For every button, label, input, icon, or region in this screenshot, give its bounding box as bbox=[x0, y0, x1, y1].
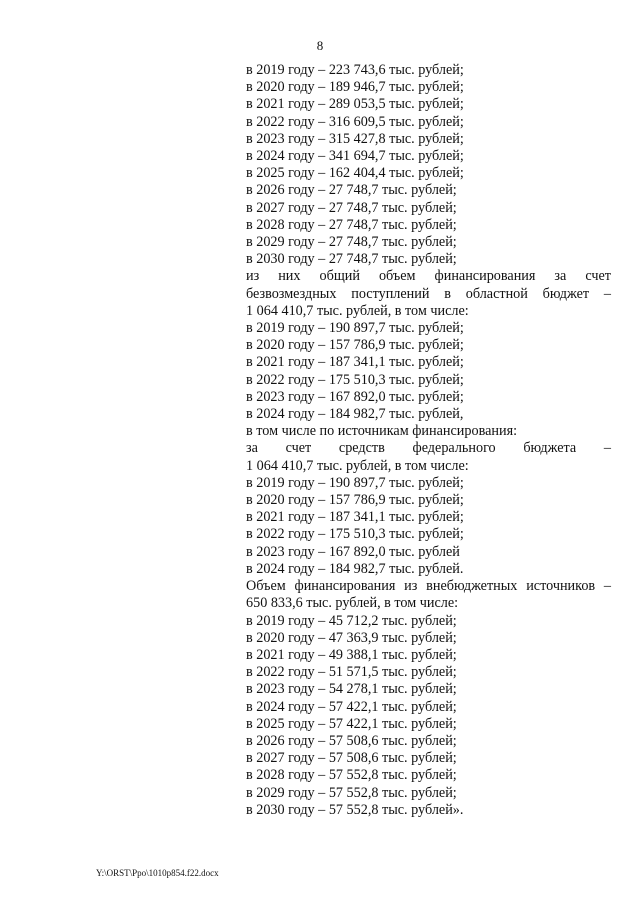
text-line: безвозмездных поступлений в областной бюджет – bbox=[246, 285, 611, 302]
text-line: в 2021 году – 187 341,1 тыс. рублей; bbox=[246, 509, 464, 526]
text-line: в 2028 году – 57 552,8 тыс. рублей; bbox=[246, 767, 457, 784]
page-number: 8 bbox=[316, 38, 324, 53]
text-line: в 2021 году – 187 341,1 тыс. рублей; bbox=[246, 354, 464, 371]
text-line: в 2029 году – 57 552,8 тыс. рублей; bbox=[246, 784, 457, 801]
text-line: в 2022 году – 175 510,3 тыс. рублей; bbox=[246, 371, 464, 388]
text-line: в 2023 году – 167 892,0 тыс. рублей; bbox=[246, 388, 464, 405]
text-line: за счет средств федерального бюджета – bbox=[246, 440, 611, 457]
text-line: в 2019 году – 223 743,6 тыс. рублей; bbox=[246, 62, 464, 78]
text-line: в 2030 году – 57 552,8 тыс. рублей». bbox=[246, 801, 464, 818]
text-line: 650 833,6 тыс. рублей, в том числе: bbox=[246, 595, 459, 612]
text-line: в 2026 году – 57 508,6 тыс. рублей; bbox=[246, 732, 457, 749]
text-line: в 2024 году – 184 982,7 тыс. рублей, bbox=[246, 406, 464, 423]
text-line: в 2024 году – 57 422,1 тыс. рублей; bbox=[246, 698, 457, 715]
text-line: в 2022 году – 175 510,3 тыс. рублей; bbox=[246, 526, 464, 543]
text-line: в 2030 году – 27 748,7 тыс. рублей; bbox=[246, 251, 457, 268]
text-line: 1 064 410,7 тыс. рублей, в том числе: bbox=[246, 457, 469, 474]
text-line: в 2020 году – 157 786,9 тыс. рублей; bbox=[246, 492, 464, 509]
text-line: в 2022 году – 316 609,5 тыс. рублей; bbox=[246, 113, 464, 130]
text-line: в 2023 году – 54 278,1 тыс. рублей; bbox=[246, 681, 457, 698]
text-line: в 2027 году – 57 508,6 тыс. рублей; bbox=[246, 750, 457, 767]
text-line: в 2024 году – 184 982,7 тыс. рублей. bbox=[246, 560, 464, 577]
text-line: в 2020 году – 157 786,9 тыс. рублей; bbox=[246, 337, 464, 354]
text-line: в 2023 году – 167 892,0 тыс. рублей bbox=[246, 543, 460, 560]
text-line: в 2023 году – 315 427,8 тыс. рублей; bbox=[246, 130, 464, 147]
text-line: в 2028 году – 27 748,7 тыс. рублей; bbox=[246, 216, 457, 233]
text-line: в 2024 году – 341 694,7 тыс. рублей; bbox=[246, 148, 464, 165]
text-line: в 2019 году – 190 897,7 тыс. рублей; bbox=[246, 320, 464, 337]
text-line: в 2029 году – 27 748,7 тыс. рублей; bbox=[246, 234, 457, 251]
text-line: в том числе по источникам финансирования: bbox=[246, 423, 518, 440]
text-line: в 2021 году – 49 388,1 тыс. рублей; bbox=[246, 646, 457, 663]
text-line: в 2020 году – 47 363,9 тыс. рублей; bbox=[246, 629, 457, 646]
text-line: из них общий объем финансирования за счет bbox=[246, 268, 611, 285]
footer-file-path: Y:\ORST\Ppo\1010p854.f22.docx bbox=[96, 868, 219, 878]
text-line: в 2026 году – 27 748,7 тыс. рублей; bbox=[246, 182, 457, 199]
text-line: в 2021 году – 289 053,5 тыс. рублей; bbox=[246, 96, 464, 113]
text-line: 1 064 410,7 тыс. рублей, в том числе: bbox=[246, 302, 469, 319]
text-line: в 2025 году – 57 422,1 тыс. рублей; bbox=[246, 715, 457, 732]
text-line: в 2020 году – 189 946,7 тыс. рублей; bbox=[246, 79, 464, 96]
text-line: в 2019 году – 190 897,7 тыс. рублей; bbox=[246, 474, 464, 491]
text-line: в 2027 году – 27 748,7 тыс. рублей; bbox=[246, 199, 457, 216]
text-line: Объем финансирования из внебюджетных источников – bbox=[246, 578, 611, 595]
text-line: в 2019 году – 45 712,2 тыс. рублей; bbox=[246, 612, 457, 629]
text-line: в 2025 году – 162 404,4 тыс. рублей; bbox=[246, 165, 464, 182]
text-column bbox=[246, 62, 611, 819]
text-line: в 2022 году – 51 571,5 тыс. рублей; bbox=[246, 664, 457, 681]
